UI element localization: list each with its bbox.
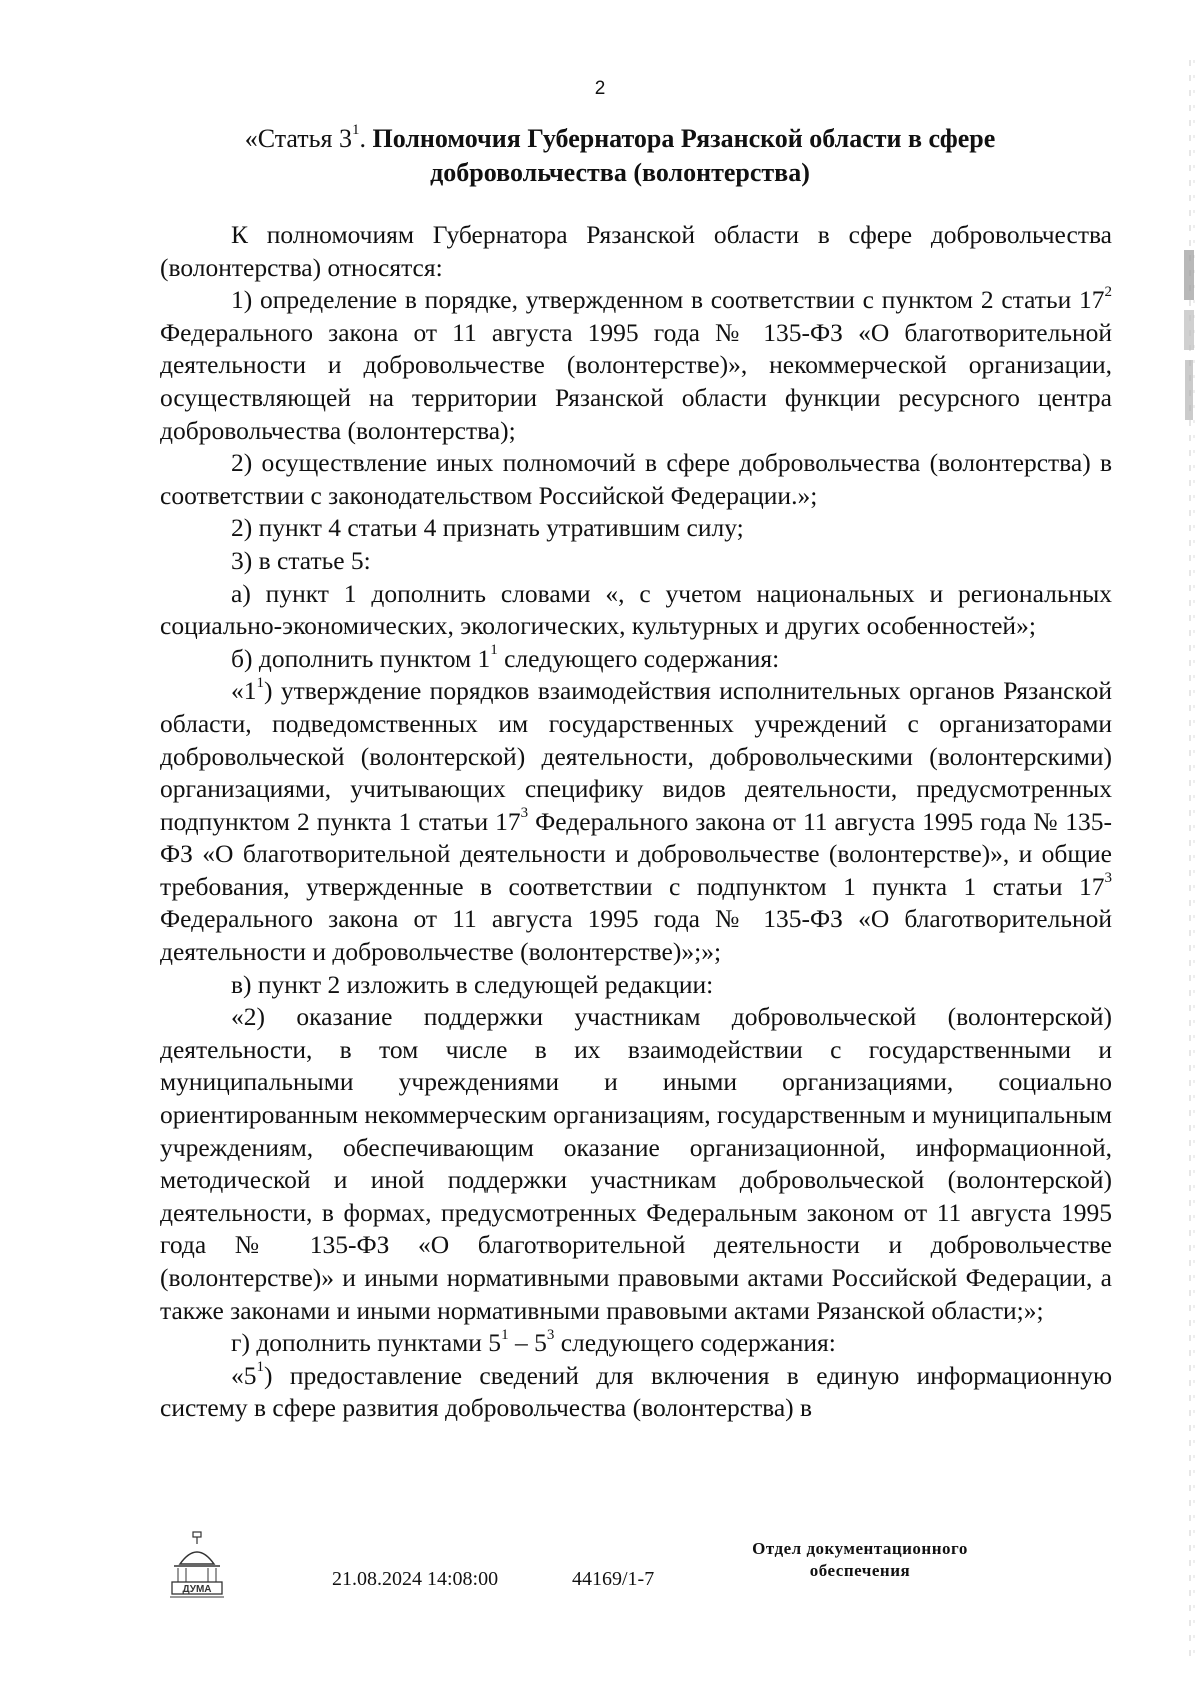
article-title-dot: . <box>359 124 373 153</box>
article-title-prefix-sup: 1 <box>351 122 360 139</box>
superscript: 1 <box>501 1326 509 1343</box>
superscript: 3 <box>1104 870 1112 887</box>
paragraph <box>160 1360 1112 1425</box>
paragraph <box>160 284 1112 447</box>
document-body <box>160 219 1112 1425</box>
superscript: 2 <box>1104 283 1112 300</box>
paragraph-text: г) дополнить пунктами 5 <box>231 1328 502 1358</box>
paragraph-text: 2) осуществление иных полномочий в сфере добровольчества (волонтерства) в соответствии с законодательством Российской Федерации.»; <box>160 448 1112 510</box>
paragraph-text: К полномочиям Губернатора Рязанской области в сфере добровольчества (волонтерства) относятся: <box>160 220 1112 282</box>
paragraph <box>160 512 1112 545</box>
paragraph-text: следующего содержания: <box>554 1328 836 1358</box>
footer-department-line2: обеспечения <box>809 1561 911 1580</box>
paragraph-text: Федерального закона от 11 августа 1995 года № 135-ФЗ «О благотворительной деятельности и добровольчестве (волонтерстве)»;»; <box>160 904 1112 967</box>
paragraph-text: 2) пункт 4 статьи 4 признать утратившим силу; <box>231 513 744 543</box>
paragraph <box>160 643 1112 676</box>
superscript: 1 <box>256 674 264 691</box>
paragraph-text: 1) определение в порядке, утвержденном в соответствии с пунктом 2 статьи 17 <box>231 285 1105 315</box>
paragraph-text: ) утверждение порядков взаимодействия исполнительных органов Рязанской области, подведомственных им государственных учреждений с организаторами добровольческой (волонтерской) деятельности, добровольческими (волонтерскими) организациями, учитывающих специфику видов деятельности, предусмотренных подпунктом 2 пункта 1 статьи 17 <box>160 676 1112 836</box>
paragraph-text: Федерального закона от 11 августа 1995 года № 135-ФЗ «О благотворительной деятельности и добровольчестве (волонтерстве)», некоммерческой организации, осуществляющей на территории Рязанской области функции ресурсного центра добровольчества (волонтерства); <box>160 317 1112 445</box>
scan-edge-artifact <box>1176 60 1200 1660</box>
paragraph <box>160 578 1112 643</box>
superscript: 3 <box>520 805 529 822</box>
article-title-bold-line2: добровольчества (волонтерства) <box>430 158 810 187</box>
paragraph <box>160 675 1112 968</box>
article-title <box>170 122 1070 190</box>
paragraph-text: «2) оказание поддержки участникам добровольческой (волонтерской) деятельности, в том числе в их взаимодействии с государственными и муниципальными учреждениями и иными организациями, социально ориентированным некоммерческим организациям, государственным и муниципальным учреждениям, обеспечивающим оказание организационной, информационной, методической и иной поддержки участникам добровольческой (волонтерской) деятельности, в формах, предусмотренных Федеральным законом от 11 августа 1995 года № 135-ФЗ «О благотворительной деятельности и добровольчестве (волонтерстве)» и иными нормативными правовыми актами Российской Федерации, а также законами и иными нормативными правовыми актами Рязанской области;»; <box>160 1002 1112 1325</box>
paragraph-text: 3) в статье 5: <box>231 545 371 575</box>
paragraph-text: б) дополнить пунктом 1 <box>231 643 491 673</box>
page-number: 2 <box>594 78 606 99</box>
duma-logo-icon <box>166 1530 228 1602</box>
paragraph-text: «5 <box>231 1360 257 1390</box>
paragraph <box>160 969 1112 1002</box>
duma-logo-text: ДУМА <box>182 1584 212 1595</box>
paragraph-text: ) предоставление сведений для включения в единую информационную систему в сфере развития добровольчества (волонтерства) в <box>160 1360 1112 1423</box>
paragraph-text: следующего содержания: <box>497 643 780 673</box>
paragraph <box>160 1327 1112 1360</box>
superscript: 3 <box>546 1326 555 1343</box>
footer-registration-number: 44169/1-7 <box>572 1568 655 1590</box>
paragraph <box>160 219 1112 284</box>
footer-department-stamp <box>710 1538 1010 1582</box>
paragraph <box>160 545 1112 578</box>
article-title-line1 <box>170 122 1070 156</box>
paragraph-text: а) пункт 1 дополнить словами «, с учетом национальных и региональных социально-экономических, экологических, культурных и других особенностей»; <box>160 578 1112 641</box>
superscript: 1 <box>490 642 498 659</box>
footer-date: 21.08.2024 14:08:00 <box>332 1568 499 1590</box>
paragraph-text: Федерального закона от 11 августа 1995 года № 135-ФЗ «О благотворительной деятельности и добровольчестве (волонтерстве)», и общие требования, утвержденные в соответствии с подпунктом 1 пункта 1 статьи 17 <box>160 806 1112 901</box>
footer-department-line1: Отдел документационного <box>752 1539 968 1558</box>
paragraph-text: «1 <box>231 676 257 706</box>
superscript: 1 <box>256 1359 264 1376</box>
paragraph <box>160 447 1112 512</box>
paragraph-text: в) пункт 2 изложить в следующей редакции: <box>231 969 714 999</box>
paragraph <box>160 1001 1112 1327</box>
article-title-bold-line1: Полномочия Губернатора Рязанской области в сфере <box>372 124 996 153</box>
paragraph-text: – 5 <box>508 1328 547 1358</box>
article-title-prefix: «Статья 3 <box>244 124 352 153</box>
